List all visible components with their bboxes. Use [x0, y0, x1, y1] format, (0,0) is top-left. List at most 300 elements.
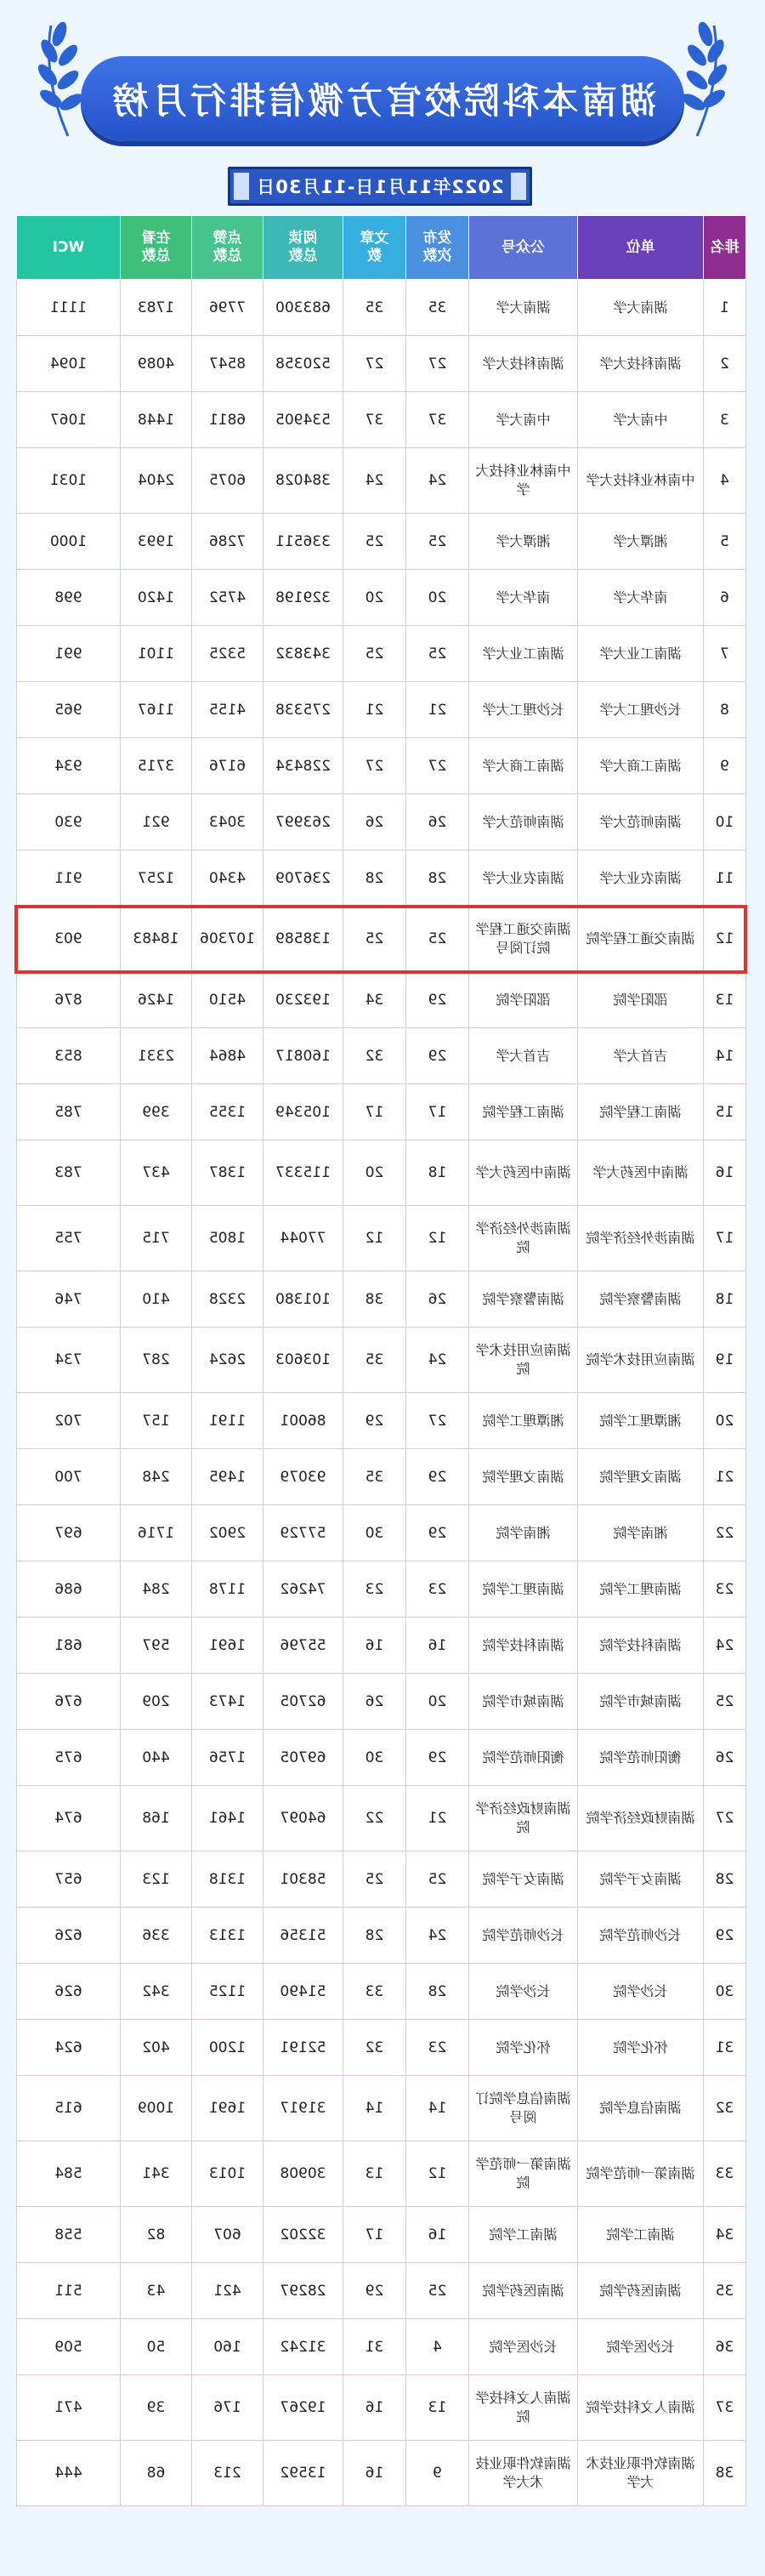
cell-unit: 湖南女子学院 [578, 1851, 704, 1908]
table-row [17, 336, 746, 392]
cell-wci: 471 [17, 2375, 121, 2441]
cell-account: 南华大学 [469, 570, 578, 626]
cell-reads: 384028 [264, 448, 343, 514]
cell-rank: 38 [704, 2441, 746, 2506]
cell-publish-count: 29 [406, 1449, 469, 1505]
cell-publish-count: 29 [406, 972, 469, 1028]
table-row [17, 682, 746, 738]
cell-publish-count: 23 [406, 1561, 469, 1618]
cell-unit: 长沙学院 [578, 1964, 704, 2020]
cell-rank: 28 [704, 1851, 746, 1908]
header-account: 公众号 [469, 216, 578, 280]
cell-account: 湖南农业大学 [469, 850, 578, 907]
table-row [17, 1393, 746, 1449]
cell-publish-count: 24 [406, 1328, 469, 1393]
cell-likes: 1691 [192, 1618, 264, 1674]
cell-article-count: 17 [343, 1084, 406, 1140]
cell-views: 2331 [121, 1028, 192, 1084]
cell-account: 湖南科技学院 [469, 1618, 578, 1674]
cell-rank: 31 [704, 2020, 746, 2076]
cell-account: 湖南理工学院 [469, 1561, 578, 1618]
cell-likes: 4155 [192, 682, 264, 738]
cell-unit: 衡阳师范学院 [578, 1730, 704, 1786]
cell-wci: 444 [17, 2441, 121, 2506]
ranking-table [16, 215, 746, 2506]
table-row [17, 626, 746, 682]
cell-reads: 62705 [264, 1674, 343, 1730]
cell-views: 39 [121, 2375, 192, 2441]
cell-likes: 2624 [192, 1328, 264, 1393]
cell-article-count: 33 [343, 1964, 406, 2020]
cell-wci: 734 [17, 1328, 121, 1393]
cell-unit: 南华大学 [578, 570, 704, 626]
page-title: 湖南本科院校官方微信排行月榜 [109, 80, 657, 122]
cell-rank: 3 [704, 392, 746, 448]
cell-reads: 263997 [264, 794, 343, 850]
cell-publish-count: 20 [406, 1674, 469, 1730]
cell-unit: 中南大学 [578, 392, 704, 448]
cell-account: 中南林业科技大学 [469, 448, 578, 514]
cell-article-count: 38 [343, 1271, 406, 1328]
header-publish-count: 发布 次数 [406, 216, 469, 280]
cell-wci: 681 [17, 1618, 121, 1674]
cell-wci: 657 [17, 1851, 121, 1908]
cell-publish-count: 12 [406, 2141, 469, 2207]
cell-unit: 湖南医药学院 [578, 2263, 704, 2319]
cell-views: 82 [121, 2207, 192, 2263]
header-likes: 点赞 总数 [192, 216, 264, 280]
cell-unit: 湖南科技大学 [578, 336, 704, 392]
cell-account: 湖南应用技术学院 [469, 1328, 578, 1393]
table-row [17, 2076, 746, 2141]
cell-rank: 35 [704, 2263, 746, 2319]
cell-rank: 11 [704, 850, 746, 907]
cell-rank: 26 [704, 1730, 746, 1786]
cell-views: 68 [121, 2441, 192, 2506]
cell-article-count: 27 [343, 336, 406, 392]
cell-rank: 2 [704, 336, 746, 392]
cell-views: 410 [121, 1271, 192, 1328]
cell-rank: 37 [704, 2375, 746, 2441]
cell-publish-count: 18 [406, 1140, 469, 1206]
cell-rank: 19 [704, 1328, 746, 1393]
cell-likes: 2902 [192, 1505, 264, 1561]
cell-reads: 236709 [264, 850, 343, 907]
cell-unit: 中南林业科技大学 [578, 448, 704, 514]
cell-publish-count: 29 [406, 1505, 469, 1561]
cell-article-count: 25 [343, 626, 406, 682]
table-row [17, 570, 746, 626]
cell-reads: 275338 [264, 682, 343, 738]
cell-rank: 24 [704, 1618, 746, 1674]
cell-likes: 4752 [192, 570, 264, 626]
cell-likes: 1461 [192, 1786, 264, 1851]
cell-article-count: 25 [343, 1851, 406, 1908]
cell-publish-count: 35 [406, 280, 469, 336]
cell-article-count: 16 [343, 2375, 406, 2441]
cell-reads: 31917 [264, 2076, 343, 2141]
cell-unit: 湘南学院 [578, 1505, 704, 1561]
cell-unit: 长沙医学院 [578, 2319, 704, 2375]
cell-reads: 69705 [264, 1730, 343, 1786]
table-row [17, 2263, 746, 2319]
table-header-row [17, 216, 746, 280]
cell-wci: 903 [17, 907, 121, 972]
cell-likes: 1313 [192, 1908, 264, 1964]
header-article-count: 文章 数 [343, 216, 406, 280]
cell-article-count: 25 [343, 907, 406, 972]
header-rank: 排名 [704, 216, 746, 280]
header-wci: WCI [17, 216, 121, 280]
cell-account: 湖南软件职业技术大学 [469, 2441, 578, 2506]
cell-wci: 1094 [17, 336, 121, 392]
table-row [17, 2020, 746, 2076]
table-row [17, 1851, 746, 1908]
cell-publish-count: 27 [406, 738, 469, 794]
cell-account: 湖南工程学院 [469, 1084, 578, 1140]
cell-reads: 103603 [264, 1328, 343, 1393]
cell-unit: 湘潭大学 [578, 514, 704, 570]
cell-rank: 13 [704, 972, 746, 1028]
cell-rank: 14 [704, 1028, 746, 1084]
cell-wci: 615 [17, 2076, 121, 2141]
cell-article-count: 37 [343, 392, 406, 448]
cell-views: 1783 [121, 280, 192, 336]
cell-publish-count: 27 [406, 1393, 469, 1449]
cell-likes: 421 [192, 2263, 264, 2319]
cell-rank: 33 [704, 2141, 746, 2207]
cell-reads: 64097 [264, 1786, 343, 1851]
cell-account: 怀化学院 [469, 2020, 578, 2076]
cell-account: 湘潭大学 [469, 514, 578, 570]
cell-unit: 湖南科技学院 [578, 1618, 704, 1674]
cell-unit: 湖南农业大学 [578, 850, 704, 907]
cell-unit: 湖南工商大学 [578, 738, 704, 794]
cell-views: 336 [121, 1908, 192, 1964]
cell-rank: 12 [704, 907, 746, 972]
cell-likes: 107306 [192, 907, 264, 972]
cell-publish-count: 16 [406, 1618, 469, 1674]
cell-views: 341 [121, 2141, 192, 2207]
cell-wci: 674 [17, 1786, 121, 1851]
cell-views: 4089 [121, 336, 192, 392]
cell-likes: 213 [192, 2441, 264, 2506]
cell-publish-count: 25 [406, 626, 469, 682]
table-row [17, 1271, 746, 1328]
table-row [17, 1505, 746, 1561]
cell-publish-count: 13 [406, 2375, 469, 2441]
cell-likes: 7286 [192, 514, 264, 570]
cell-unit: 湖南财政经济学院 [578, 1786, 704, 1851]
table-row [17, 972, 746, 1028]
cell-wci: 675 [17, 1730, 121, 1786]
cell-publish-count: 25 [406, 1851, 469, 1908]
cell-account: 湖南财政经济学院 [469, 1786, 578, 1851]
cell-publish-count: 24 [406, 448, 469, 514]
cell-unit: 邵阳学院 [578, 972, 704, 1028]
cell-unit: 湖南人文科技学院 [578, 2375, 704, 2441]
cell-article-count: 29 [343, 2263, 406, 2319]
cell-account: 长沙理工大学 [469, 682, 578, 738]
header-reads: 阅读 总数 [264, 216, 343, 280]
cell-likes: 1125 [192, 1964, 264, 2020]
table-row [17, 1028, 746, 1084]
cell-account: 湖南女子学院 [469, 1851, 578, 1908]
cell-article-count: 26 [343, 794, 406, 850]
table-row [17, 1449, 746, 1505]
cell-wci: 930 [17, 794, 121, 850]
table-row [17, 1206, 746, 1271]
table-row [17, 1328, 746, 1393]
cell-article-count: 16 [343, 1618, 406, 1674]
cell-views: 1420 [121, 570, 192, 626]
cell-article-count: 21 [343, 682, 406, 738]
table-row [17, 280, 746, 336]
cell-reads: 101380 [264, 1271, 343, 1328]
cell-reads: 138589 [264, 907, 343, 972]
cell-reads: 57729 [264, 1505, 343, 1561]
cell-rank: 15 [704, 1084, 746, 1140]
cell-publish-count: 28 [406, 1964, 469, 2020]
cell-reads: 32202 [264, 2207, 343, 2263]
cell-likes: 1013 [192, 2141, 264, 2207]
cell-views: 437 [121, 1140, 192, 1206]
cell-views: 342 [121, 1964, 192, 2020]
cell-publish-count: 14 [406, 2076, 469, 2141]
header-unit: 单位 [578, 216, 704, 280]
table-row [17, 794, 746, 850]
cell-rank: 29 [704, 1908, 746, 1964]
cell-views: 1101 [121, 626, 192, 682]
cell-views: 248 [121, 1449, 192, 1505]
cell-wci: 991 [17, 626, 121, 682]
cell-publish-count: 24 [406, 1908, 469, 1964]
cell-views: 1448 [121, 392, 192, 448]
cell-reads: 58301 [264, 1851, 343, 1908]
cell-wci: 700 [17, 1449, 121, 1505]
cell-unit: 湖南大学 [578, 280, 704, 336]
cell-account: 吉首大学 [469, 1028, 578, 1084]
cell-wci: 702 [17, 1393, 121, 1449]
cell-views: 597 [121, 1618, 192, 1674]
table-row [17, 2319, 746, 2375]
cell-rank: 25 [704, 1674, 746, 1730]
cell-account: 湖南城市学院 [469, 1674, 578, 1730]
cell-article-count: 23 [343, 1561, 406, 1618]
table-row [17, 907, 746, 972]
table-row [17, 1140, 746, 1206]
cell-reads: 30908 [264, 2141, 343, 2207]
cell-account: 长沙师范学院 [469, 1908, 578, 1964]
cell-account: 湘潭理工学院 [469, 1393, 578, 1449]
cell-article-count: 27 [343, 738, 406, 794]
cell-reads: 77044 [264, 1206, 343, 1271]
cell-article-count: 26 [343, 1674, 406, 1730]
cell-unit: 长沙理工大学 [578, 682, 704, 738]
table-row [17, 2207, 746, 2263]
cell-wci: 697 [17, 1505, 121, 1561]
cell-rank: 34 [704, 2207, 746, 2263]
cell-publish-count: 4 [406, 2319, 469, 2375]
cell-article-count: 22 [343, 1786, 406, 1851]
cell-article-count: 28 [343, 1908, 406, 1964]
cell-rank: 16 [704, 1140, 746, 1206]
table-row [17, 1908, 746, 1964]
date-range: 2022年11月1日-11月30日 [256, 177, 504, 197]
cell-unit: 湖南交通工程学院 [578, 907, 704, 972]
cell-views: 2404 [121, 448, 192, 514]
table-row [17, 514, 746, 570]
cell-account: 邵阳学院 [469, 972, 578, 1028]
cell-unit: 湖南工学院 [578, 2207, 704, 2263]
cell-rank: 23 [704, 1561, 746, 1618]
cell-wci: 558 [17, 2207, 121, 2263]
cell-views: 284 [121, 1561, 192, 1618]
cell-rank: 20 [704, 1393, 746, 1449]
cell-reads: 193230 [264, 972, 343, 1028]
cell-likes: 4340 [192, 850, 264, 907]
cell-likes: 8547 [192, 336, 264, 392]
cell-reads: 55796 [264, 1618, 343, 1674]
cell-reads: 329198 [264, 570, 343, 626]
cell-rank: 27 [704, 1786, 746, 1851]
cell-unit: 湘潭理工学院 [578, 1393, 704, 1449]
cell-views: 287 [121, 1328, 192, 1393]
cell-account: 湖南人文科技学院 [469, 2375, 578, 2441]
cell-rank: 22 [704, 1505, 746, 1561]
table-row [17, 738, 746, 794]
cell-article-count: 25 [343, 514, 406, 570]
cell-views: 1257 [121, 850, 192, 907]
cell-views: 168 [121, 1786, 192, 1851]
cell-article-count: 20 [343, 1140, 406, 1206]
cell-likes: 1191 [192, 1393, 264, 1449]
cell-account: 湖南大学 [469, 280, 578, 336]
cell-wci: 965 [17, 682, 121, 738]
cell-likes: 1805 [192, 1206, 264, 1271]
cell-wci: 785 [17, 1084, 121, 1140]
cell-publish-count: 29 [406, 1730, 469, 1786]
cell-reads: 534905 [264, 392, 343, 448]
cell-views: 440 [121, 1730, 192, 1786]
cell-account: 衡阳师范学院 [469, 1730, 578, 1786]
cell-unit: 湖南应用技术学院 [578, 1328, 704, 1393]
cell-likes: 1495 [192, 1449, 264, 1505]
cell-account: 长沙学院 [469, 1964, 578, 2020]
cell-views: 1009 [121, 2076, 192, 2141]
cell-views: 1716 [121, 1505, 192, 1561]
cell-likes: 1355 [192, 1084, 264, 1140]
cell-account: 中南大学 [469, 392, 578, 448]
cell-reads: 28297 [264, 2263, 343, 2319]
cell-views: 715 [121, 1206, 192, 1271]
cell-publish-count: 28 [406, 850, 469, 907]
cell-views: 157 [121, 1393, 192, 1449]
cell-article-count: 20 [343, 570, 406, 626]
cell-rank: 18 [704, 1271, 746, 1328]
title-banner [81, 56, 684, 141]
cell-rank: 9 [704, 738, 746, 794]
cell-article-count: 35 [343, 280, 406, 336]
cell-reads: 93079 [264, 1449, 343, 1505]
cell-unit: 湖南城市学院 [578, 1674, 704, 1730]
cell-unit: 湖南警察学院 [578, 1271, 704, 1328]
cell-account: 湖南第一师范学院 [469, 2141, 578, 2207]
cell-publish-count: 17 [406, 1084, 469, 1140]
cell-account: 湖南科技大学 [469, 336, 578, 392]
cell-rank: 1 [704, 280, 746, 336]
cell-rank: 10 [704, 794, 746, 850]
cell-reads: 336511 [264, 514, 343, 570]
cell-account: 湖南涉外经济学院 [469, 1206, 578, 1271]
table-row [17, 2441, 746, 2506]
cell-reads: 343832 [264, 626, 343, 682]
cell-article-count: 32 [343, 2020, 406, 2076]
cell-account: 湖南交通工程学院订阅号 [469, 907, 578, 972]
table-row [17, 850, 746, 907]
cell-rank: 7 [704, 626, 746, 682]
table-row [17, 1730, 746, 1786]
cell-wci: 1000 [17, 514, 121, 570]
cell-unit: 湖南师范大学 [578, 794, 704, 850]
header-views: 在看 总数 [121, 216, 192, 280]
table-row [17, 392, 746, 448]
cell-account: 湖南文理学院 [469, 1449, 578, 1505]
date-range-box [228, 167, 532, 206]
cell-reads: 105349 [264, 1084, 343, 1140]
table-row [17, 1618, 746, 1674]
cell-wci: 1067 [17, 392, 121, 448]
cell-article-count: 35 [343, 1449, 406, 1505]
cell-likes: 607 [192, 2207, 264, 2263]
cell-account: 湖南工学院 [469, 2207, 578, 2263]
cell-publish-count: 9 [406, 2441, 469, 2506]
cell-unit: 吉首大学 [578, 1028, 704, 1084]
cell-account: 湖南警察学院 [469, 1271, 578, 1328]
cell-likes: 1756 [192, 1730, 264, 1786]
cell-reads: 19267 [264, 2375, 343, 2441]
cell-reads: 52191 [264, 2020, 343, 2076]
cell-wci: 1031 [17, 448, 121, 514]
cell-article-count: 30 [343, 1730, 406, 1786]
cell-reads: 520358 [264, 336, 343, 392]
cell-reads: 51490 [264, 1964, 343, 2020]
cell-publish-count: 20 [406, 570, 469, 626]
ranking-table-wrap [17, 215, 746, 2506]
cell-publish-count: 37 [406, 392, 469, 448]
table-row [17, 448, 746, 514]
cell-reads: 74262 [264, 1561, 343, 1618]
cell-account: 湖南工商大学 [469, 738, 578, 794]
cell-publish-count: 21 [406, 1786, 469, 1851]
cell-reads: 115337 [264, 1140, 343, 1206]
cell-publish-count: 26 [406, 1271, 469, 1328]
cell-views: 921 [121, 794, 192, 850]
cell-publish-count: 29 [406, 1028, 469, 1084]
cell-likes: 7796 [192, 280, 264, 336]
cell-reads: 31242 [264, 2319, 343, 2375]
cell-publish-count: 26 [406, 794, 469, 850]
cell-publish-count: 25 [406, 2263, 469, 2319]
cell-likes: 4864 [192, 1028, 264, 1084]
cell-article-count: 28 [343, 850, 406, 907]
cell-unit: 湖南工程学院 [578, 1084, 704, 1140]
cell-article-count: 12 [343, 1206, 406, 1271]
cell-likes: 160 [192, 2319, 264, 2375]
cell-wci: 783 [17, 1140, 121, 1206]
cell-article-count: 17 [343, 2207, 406, 2263]
cell-article-count: 16 [343, 2441, 406, 2506]
